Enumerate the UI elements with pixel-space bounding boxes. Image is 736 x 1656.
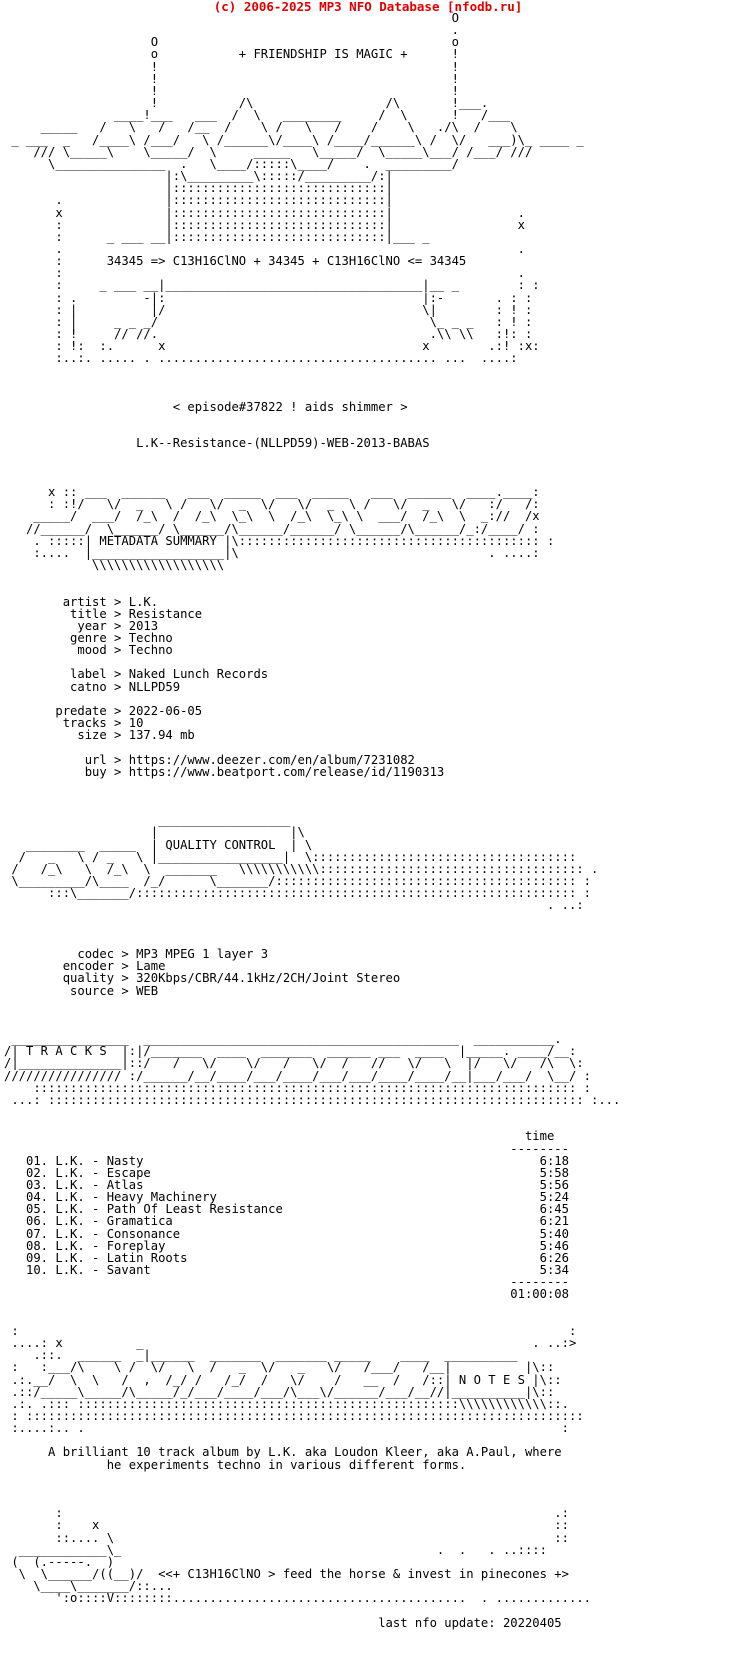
copyright-header: (c) 2006-2025 MP3 NFO Database [nfodb.ru]: [213, 0, 523, 14]
nfo-ascii-document: O . O o o + FRIENDSHIP IS MAGIC + ! ! ! ! ! ! ! ! /\ /\ !___. ____!___ ___ / \ ________ / \ ! /___ _____ / \ / /__ / \ / \ / / \ ./\ / \ _ ___ _ /____\ /___/ \ /______\/____\ /____/______\ / \/ ___)\_ ____ _ /// \_____\ \_____/ \ _____ \_____/ \_____\___/ /___/ /// \_______________ . \____/:::::\____/ . _________/ |:\_________\:::::/_________/:| |:::::::::::::::::::::::::::::| . |:::::::::::::::::::::::::::::| x |:::::::::::::::::::::::::::::| . : |:::::::::::::::::::::::::::::| x : _ ___ __|:::::::::::::::::::::::::::::|___ _ . . : 34345 => C13H16ClNO + 34345 + C13H16ClNO <= 34345 : . : _ ___ __|___________________________________|__ _ : : : . -|: |:- . : : : | |/ \| : ! : : | _ _ _/ \_ _ _ : ! : : ! // //. .\\ \\ :!: : : !: :. x x .:! :x: :..:. ..... . ...................................... ... ....: < episode#37822 ! aids shimmer > L.K--Resistance-(NLLPD59)-WEB-2013-BABAS x :: ___ ______ ___ _____ ___ _____ ___ ______ ____.____: : :!/ \/ _ \ / \/ _ \/ \/ _ \ / \/ _ \/ :/ /: _____/ ___/ /_\ / /_\ \_\ \ /_\ \_\ \ ___/ /_\ \ _:// /x //______/ \______/ \______/\______/______/ \______/\______/_:/____/ : . :::::| METADATA SUMMARY |\::::::::::::::::::::::::::::::::::::::::: : :.... |__________________|\ . ....: \\\\\\\\\\\\\\\\\\ artist > L.K. title > Resistance year > 2013 genre > Techno mood > Techno label > Naked Lunch Records catno > NLLPD59 predate > 2022-06-05 tracks > 10 size > 137.94 mb url > https://www.deezer.com/en/album/7231082 buy > https://www.beatport.com/release/id/1190313 __________________ | |\ ________ _____ | QUALITY CONTROL | \ / _ \ / _ \ |_________________| \:::::::::::::::::::::::::::::::::::: / /_\ \ /_\ \ _______ \\\\\\\\\\\:::::::::::::::::::::::::::::::::::: . \_________/\____ /_/ \_______/::::::::::::::::::::::::::::::::::::::::: : :::\_______/:::::::::::::::::::::::::::::::::::::::::::::::::::::::::::: : . ..: codec > MP3 MPEG 1 layer 3 encoder > Lame quality > 320Kbps/CBR/44.1kHz/2CH/Joint Stereo source > WEB ________________ ___________________________________________ ___________. /| T R A C K S |:|/_______ ____ _______ ______ ___ ____ |_____. ____/__: /|______________|::/ / \/ \/ / \/ / // \/ \ |/ \/ /\ \: //////////////// :/______/__/____/___/____/___/___/____/____/__|___/___/ \__/ : :::::::::::::::::::::::::::::::::::::::::::::::::::::::::::::::::::::::::: : ...: ::::::::::::::::::::::::::::::::::::::::::::::::::::::::::::::::::::::::: :... time -------- 01. L.K. - Nasty 6:18 02. L.K. - Escape 5:58 03. L.K. - Atlas 5:56 04. L.K. - Heavy Machinery 5:24 05. L.K. - Path Of Least Resistance 6:45 06. L.K. - Gramatica 6:21 07. L.K. - Consonance 5:40 08. L.K. - Foreplay 5:46 09. L.K. - Latin Roots 6:26 10. L.K. - Savant 5:34 -------- 01:00:08 : : ....: x _ . ..:> .::. ______ _|______ _______ _______ _____ ____ __________ : :___/\ \ / \/ \ / _ \/ _ \/ /___/ /__| |\:: .:.__/ \ \ / , /_/ / /_/ / \/ / __ / /::| N O T E S |\:: .::/_____\_____/\_____/_/___/____/___/\___\/______/___/__//|__________|\:: .:. .::: ::::::::::::::::::::::::::::::::::::::::::::::::::::\\\\\\\\\\\\::. : :::::::::::::::::::::::::::::::::::::::::::::::::::::::::::::::::::::::::::: :....:.. . : A brilliant 10 track album by L.K. aka Loudon Kleer, aka A.Paul, where he experiments techno in various different forms. : .: : x :: ::.... \ :: ____________\_ . . . ..:::: ( (.-----. ) \ \______/((__)/ <<+ C13H16ClNO > feed the horse & invest in pinecones +> \____\_______/::... ':o::::V::::::::........................................ . ............. last nfo update: 20220405: [4, 11, 621, 1630]
